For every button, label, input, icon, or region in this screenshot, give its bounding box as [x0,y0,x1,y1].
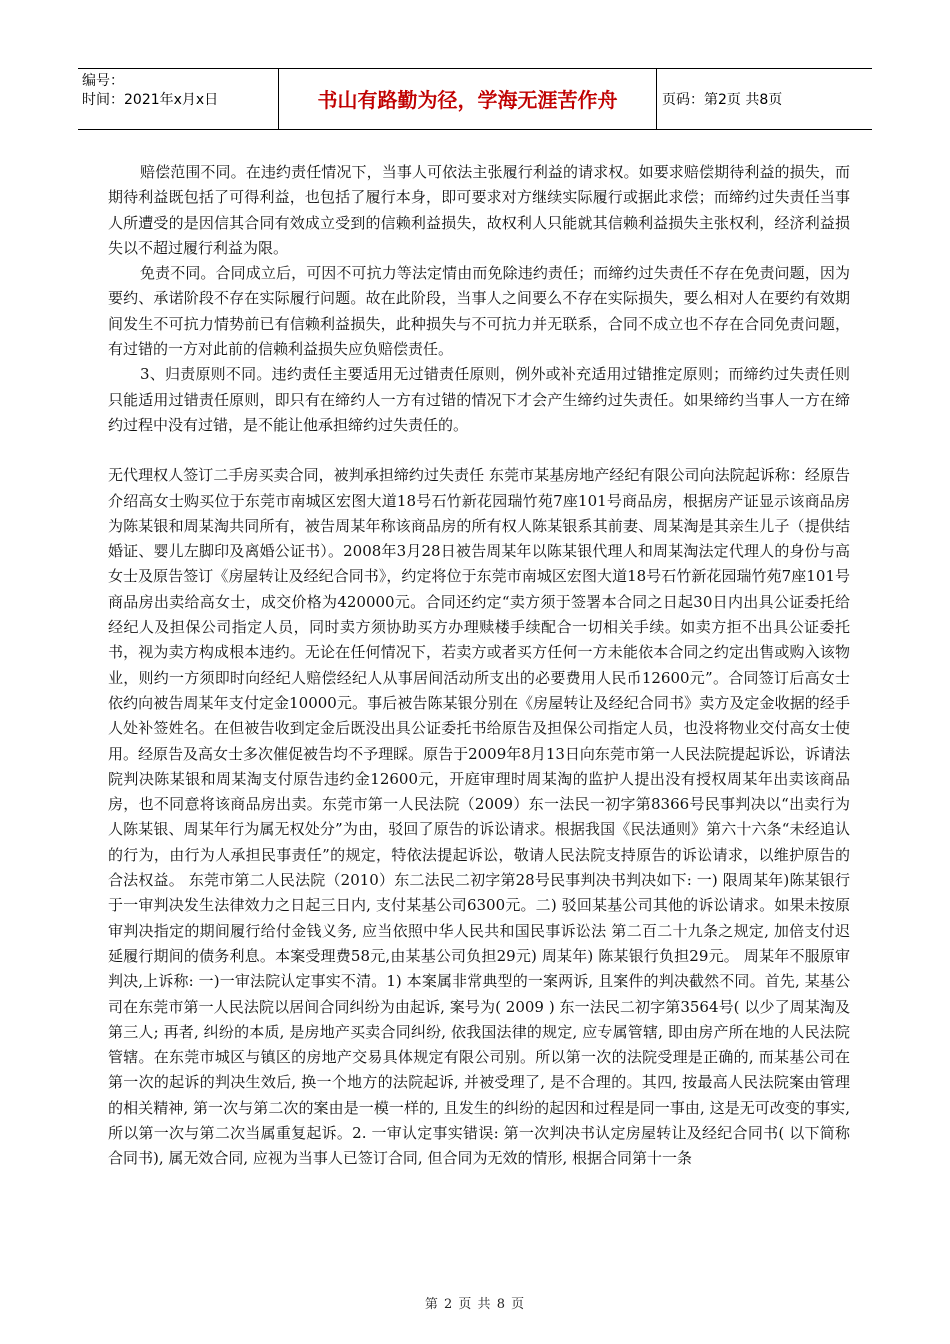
header-bottom-rule [78,129,872,130]
blank-line [108,438,850,463]
paragraph-exemption: 免责不同。合同成立后，可因不可抗力等法定情由而免除违约责任；而缔约过失责任不存在免责问题，因为要约、承诺阶段不存在实际履行问题。故在此阶段，当事人之间要么不存在实际损失，要么相对人在要约有效期间发生不可抗力情势前已有信赖利益损失，此种损失与不可抗力并无联系，合同不成立也不存在合同免责问题，有过错的一方对此前的信赖利益损失应负赔偿责任。 [108,264,850,359]
time-label: 时间：2021年x月x日 [82,92,219,108]
page-header [78,68,872,130]
header-divider-right [656,68,657,130]
header-motto: 书山有路勤为径，学海无涯苦作舟 [317,88,618,112]
header-meta [82,72,218,110]
header-divider-left [278,68,279,130]
header-top-rule [78,68,872,69]
page-footer: 第 2 页 共 8 页 [424,1297,526,1312]
paragraph-compensation-scope: 赔偿范围不同。在违约责任情况下，当事人可依法主张履行利益的请求权。如要求赔偿期待利益的损失，而期待利益既包括了可得利益，也包括了履行本身，即可要求对方继续实际履行或据此求偿；而缔约过失责任当事人所遭受的是因信其合同有效成立受到的信赖利益损失，故权利人只能就其信赖利益损失主张权利，经济利益损失以不超过履行利益为限。 [108,163,850,257]
document-body [108,160,850,1172]
case-text: 无代理权人签订二手房买卖合同，被判承担缔约过失责任 东莞市某基房地产经纪有限公司向法院起诉称：经原告介绍高女士购买位于东莞市南城区宏图大道18号石竹新花园瑞竹苑7座101号商品房，根据房产证显示该商品房为陈某银和周某淘共同所有，被告周某年称该商品房的所有权人陈某银系其前妻、周某淘是其亲生儿子（提供结婚证、婴儿左脚印及离婚公证书）。2008年3月28日被告周某年以陈某银代理人和周某淘法定代理人的身份与高女士及原告签订《房屋转让及经纪合同书》，约定将位于东莞市南城区宏图大道18号石竹新花园瑞竹苑7座101号商品房出卖给高女士，成交价格为420000元。合同还约定“卖方须于签署本合同之日起30日内出具公证委托给经纪人及担保公司指定人员，同时卖方须协助买方办理赎楼手续配合一切相关手续。如卖方拒不出具公证委托书，视为卖方构成根本违约。无论在任何情况下，若卖方或者买方任何一方未能依本合同之约定出售或购入该物业，则约一方须即时向经纪人赔偿经纪人从事居间活动所支出的必要费用人民币12600元”。合同签订后高女士依约向被告周某年支付定金10000元。事后被告陈某银分别在《房屋转让及经纪合同书》卖方及定金收据的经手人处补签姓名。在但被告收到定金后既没出具公证委托书给原告及担保公司指定人员，也没将物业交付高女士使用。经原告及高女士多次催促被告均不予理睬。原告于2009年8月13日向东莞市第一人民法院提起诉讼，诉请法院判决陈某银和周某淘支付原告违约金12600元，开庭审理时周某淘的监护人提出没有授权周某年出卖该商品房，也不同意将该商品房出卖。东莞市第一人民法院（2009）东一法民一初字第8366号民事判决以“出卖行为人陈某银、周某年行为属无权处分”为由，驳回了原告的诉讼请求。根据我国《民法通则》第六十六条“未经追认的行为，由行为人承担民事责任”的规定，特依法提起诉讼，敬请人民法院支持原告的诉讼请求，以维护原告的合法权益。 东莞市第二人民法院（2010）东二法民二初字第28号民事判决书判决如下: 一) 限周某年)陈某银行于一审判决发生法律效力之日起三日内, 支付某基公司6300元。二) 驳回某基公司其他的诉讼请求。如果未按原审判决指定的期间履行给付金钱义务, 应当依照中华人民共和国民事诉讼法 第二百二十九条之规定, 加倍支付迟延履行期间的债务利息。本案受理费58元,由某基公司负担29元) 周某年) 陈某银行负担29元。 周某年不服原审判决,上诉称: 一)一审法院认定事实不清。1) 本案属非常典型的一案两诉, 且案件的判决截然不同。首先, 某基公司在东莞市第一人民法院以居间合同纠纷为由起诉, 案号为( 2009 ) 东一法民二初字第3564号( 以少了周某淘及第三人; 再者, 纠纷的本质, 是房地产买卖合同纠纷, 依我国法律的规定, 应专属管辖, 即由房产所在地的人民法院管辖。在东莞市城区与镇区的房地产交易具体规定有限公司别。所以第一次的法院受理是正确的, 而某基公司在第一次的起诉的判决生效后, 换一个地方的法院起诉, 并被受理了, 是不合理的。其四, 按最高人民法院案由管理的相关精神, 第一次与第二次的案由是一模一样的, 且发生的纠纷的起因和过程是同一事由, 这是无可改变的事实, 所以第一次与第二次当属重复起诉。2. 一审认定事实错误: 第一次判决书认定房屋转让及经纪合同书( 以下简称合同书), 属无效合同, 应视为当事人已签订合同, 但合同为无效的情形, 根据合同第十一条 [108,466,850,1168]
number-label: 编号： [82,73,124,89]
header-page-info: 页码：第2页 共8页 [662,92,783,108]
paragraph-liability-principle: 3、归责原则不同。违约责任主要适用无过错责任原则，例外或补充适用过错推定原则；而缔约过失责任则只能适用过错责任原则，即只有在缔约人一方有过错的情况下才会产生缔约过失责任。如果缔约当事人一方在缔约过程中没有过错，是不能让他承担缔约过失责任的。 [108,365,850,434]
